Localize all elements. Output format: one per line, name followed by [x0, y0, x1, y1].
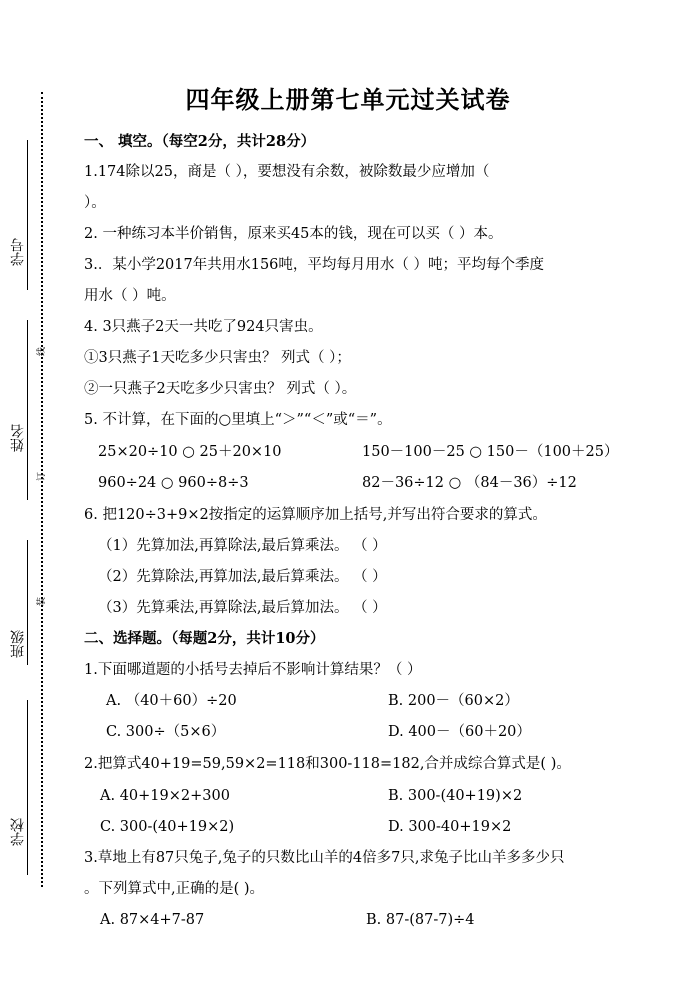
choice-1-option-b: B. 200－（60×2）	[388, 693, 519, 709]
label-name: 姓名	[10, 424, 26, 452]
question-2: 2. 一种练习本半价销售，原来买45本的钱，现在可以买（ ）本。	[84, 226, 503, 242]
choice-1-option-a: A. （40＋60）÷20	[106, 693, 237, 709]
question-3-line-1: 3.．某小学2017年共用水156吨，平均每月用水（ ）吨；平均每个季度	[84, 257, 545, 273]
compare-item-2: 150－100－25 ○ 150－（100＋25）	[362, 444, 619, 460]
choice-2-option-b: B. 300-(40+19)×2	[388, 788, 523, 804]
label-school: 学校	[10, 818, 26, 846]
choice-1-option-c: C. 300÷（5×6）	[106, 724, 226, 740]
binding-mark-order: 订	[37, 471, 48, 482]
choice-question-1: 1.下面哪道题的小括号去掉后不影响计算结果？（ ）	[84, 662, 422, 678]
label-student-id: 学号	[10, 238, 26, 266]
choice-2-option-a: A. 40+19×2+300	[100, 788, 230, 804]
page-title: 四年级上册第七单元过关试卷	[185, 85, 511, 114]
question-1-line-1: 1.174除以25，商是（ ），要想没有余数，被除数最少应增加（	[84, 164, 490, 180]
question-6-sub-2: （2）先算除法,再算加法,最后算乘法。 （ ）	[98, 569, 387, 585]
section-1-heading: 一、 填空。（每空2分，共计28分）	[84, 133, 316, 150]
choice-3-option-a: A. 87×4+7-87	[100, 912, 205, 928]
question-4-sub-1: ①3只燕子1天吃多少只害虫？ 列式（ ）；	[84, 350, 351, 366]
label-class: 班级	[10, 630, 26, 658]
choice-1-option-d: D. 400－（60＋20）	[388, 724, 531, 740]
section-2-heading: 二、选择题。（每题2分，共计10分）	[84, 630, 325, 647]
compare-item-3: 960÷24 ○ 960÷8÷3	[98, 475, 249, 491]
question-4-sub-2: ②一只燕子2天吃多少只害虫？ 列式（ ）。	[84, 381, 357, 397]
student-id-line	[27, 140, 28, 290]
binding-mark-line: 线	[37, 346, 48, 357]
question-3-line-2: 用水（ ）吨。	[84, 288, 176, 304]
question-5: 5. 不计算，在下面的○里填上“＞”“＜”或“＝”。	[84, 412, 392, 428]
question-6-sub-1: （1）先算加法,再算除法,最后算乘法。 （ ）	[98, 538, 387, 554]
choice-2-option-d: D. 300-40+19×2	[388, 819, 512, 835]
question-6: 6. 把120÷3+9×2按指定的运算顺序加上括号,并写出符合要求的算式。	[84, 507, 547, 523]
compare-item-4: 82－36÷12 ○ （84－36）÷12	[362, 475, 577, 491]
choice-question-2: 2.把算式40+19=59,59×2=118和300-118=182,合并成综合算式是( )。	[84, 756, 571, 772]
choice-2-option-c: C. 300-(40+19×2)	[100, 819, 235, 835]
choice-question-3-line-1: 3.草地上有87只兔子,兔子的只数比山羊的4倍多7只,求兔子比山羊多多少只	[84, 850, 565, 866]
choice-question-3-line-2: 。下列算式中,正确的是( )。	[84, 881, 265, 897]
school-line	[27, 700, 28, 875]
compare-item-1: 25×20÷10 ○ 25＋20×10	[98, 444, 282, 460]
question-6-sub-3: （3）先算乘法,再算除法,最后算加法。 （ ）	[98, 600, 387, 616]
binding-dotted-line	[41, 92, 43, 887]
name-line	[27, 320, 28, 500]
question-1-line-2: ）。	[84, 195, 106, 211]
choice-3-option-b: B. 87-(87-7)÷4	[366, 912, 475, 928]
binding-mark-bind: 装	[37, 596, 48, 607]
question-4: 4. 3只燕子2天一共吃了924只害虫。	[84, 319, 323, 335]
